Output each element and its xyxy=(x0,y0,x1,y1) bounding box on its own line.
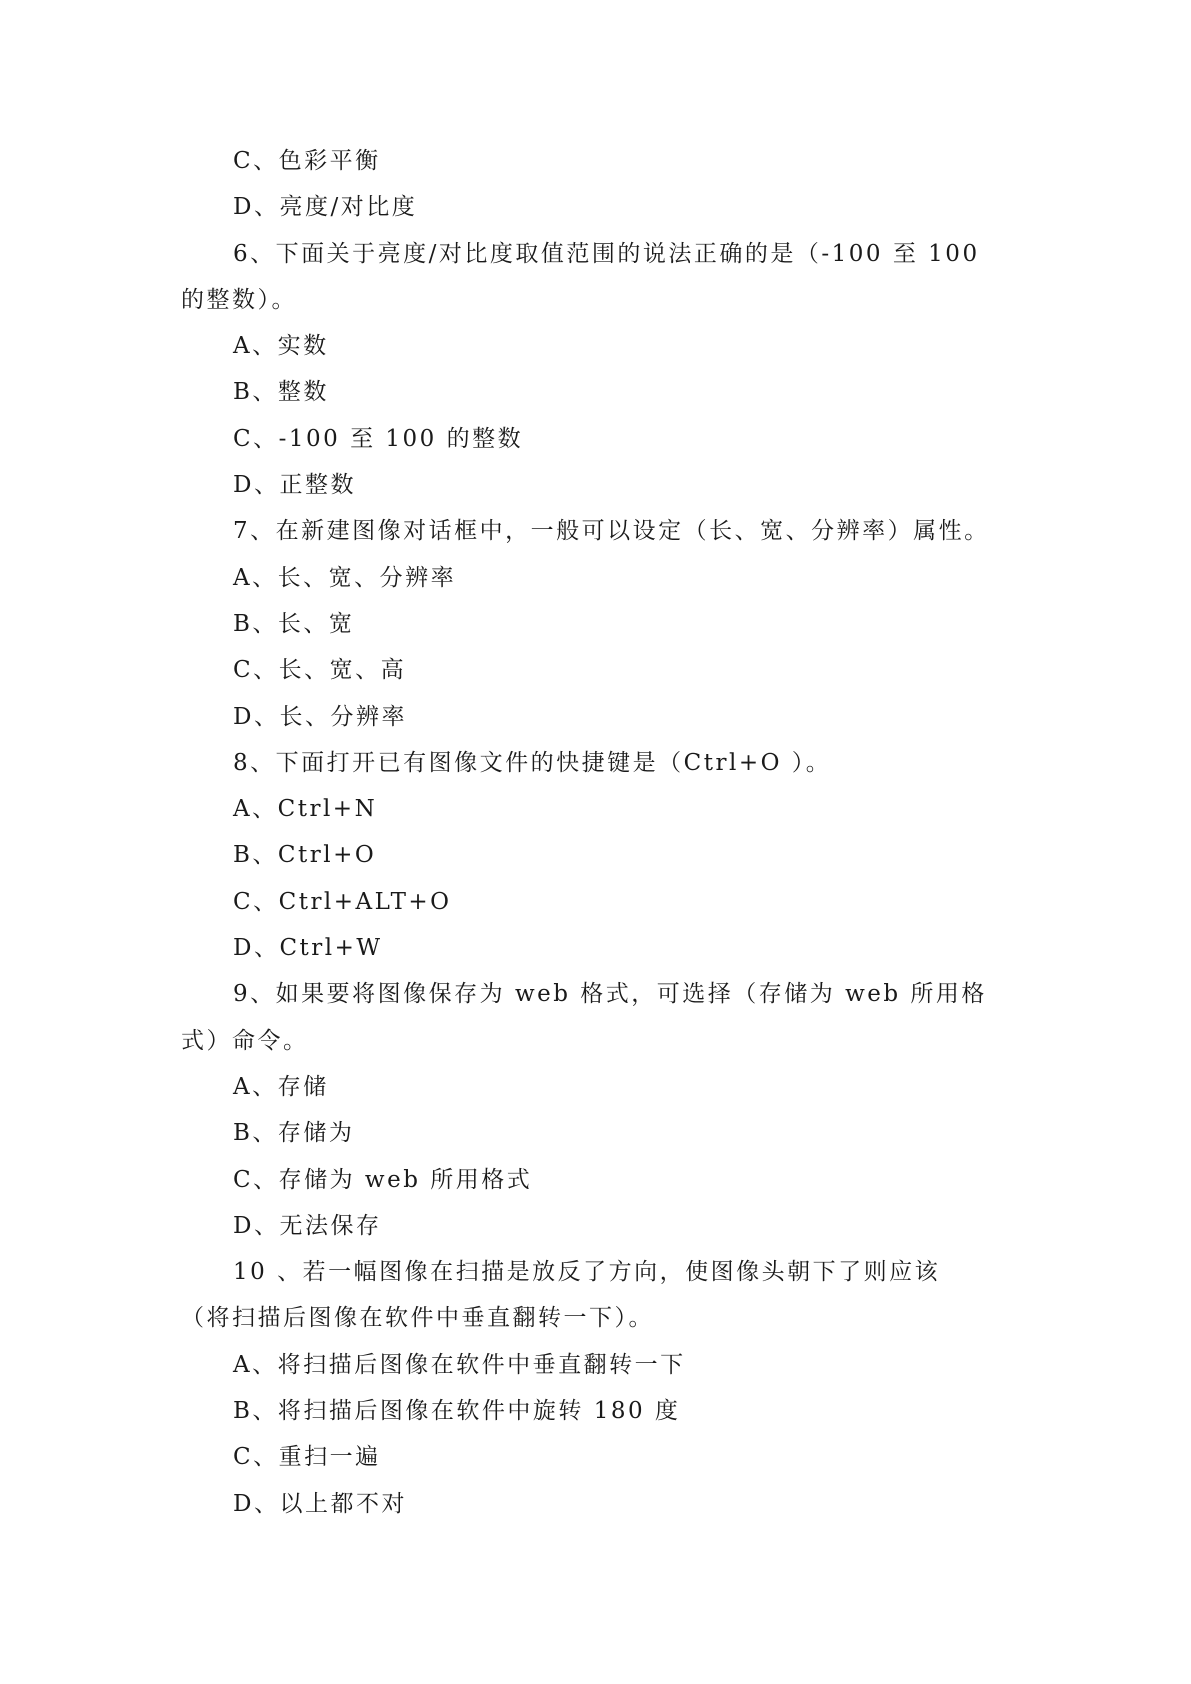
text-line: D、亮度/对比度 xyxy=(233,194,418,221)
text-line: C、存储为 web 所用格式 xyxy=(233,1166,533,1193)
text-line: 7、在新建图像对话框中，一般可以设定（长、宽、分辨率）属性。 xyxy=(233,518,990,545)
text-line: A、实数 xyxy=(233,333,329,360)
text-line: B、Ctrl+O xyxy=(233,842,377,869)
text-line: C、Ctrl+ALT+O xyxy=(233,888,452,915)
question-text-block xyxy=(181,138,1021,1527)
text-line: B、存储为 xyxy=(233,1120,355,1147)
text-line: B、整数 xyxy=(233,379,329,406)
text-line: 式）命令。 xyxy=(181,1027,309,1054)
text-line: C、重扫一遍 xyxy=(233,1444,381,1471)
text-line: B、将扫描后图像在软件中旋转 180 度 xyxy=(233,1398,681,1425)
text-line: 9、如果要将图像保存为 web 格式，可选择（存储为 web 所用格 xyxy=(233,981,987,1008)
text-line: D、Ctrl+W xyxy=(233,935,383,962)
text-line: 8、下面打开已有图像文件的快捷键是（Ctrl+O ）。 xyxy=(233,749,832,776)
text-line: D、无法保存 xyxy=(233,1212,382,1239)
text-line: C、色彩平衡 xyxy=(233,148,381,174)
text-line: A、将扫描后图像在软件中垂直翻转一下 xyxy=(233,1351,686,1378)
text-line: 6、下面关于亮度/对比度取值范围的说法正确的是（-100 至 100 xyxy=(233,240,980,267)
text-line: A、Ctrl+N xyxy=(233,796,378,823)
text-line: D、长、分辨率 xyxy=(233,703,407,730)
text-line: C、-100 至 100 的整数 xyxy=(233,425,524,452)
text-line: A、存储 xyxy=(233,1073,329,1100)
text-line: 10 、若一幅图像在扫描是放反了方向，使图像头朝下了则应该 xyxy=(233,1259,941,1286)
text-line: D、正整数 xyxy=(233,472,356,499)
text-line: C、长、宽、高 xyxy=(233,657,407,684)
text-line: （将扫描后图像在软件中垂直翻转一下）。 xyxy=(181,1305,654,1332)
text-line: B、长、宽 xyxy=(233,610,355,637)
text-line: D、以上都不对 xyxy=(233,1490,407,1517)
text-line: 的整数）。 xyxy=(181,286,297,313)
text-line: A、长、宽、分辨率 xyxy=(233,564,457,591)
